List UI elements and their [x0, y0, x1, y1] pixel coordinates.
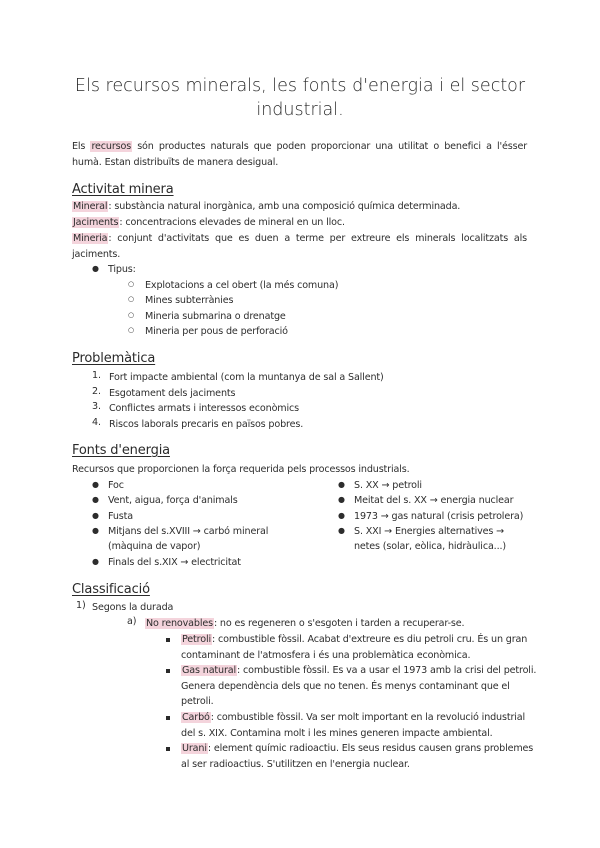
classificacio-item-cont: al ser radioactius. S'utilitzen en l'energia nuclear.: [181, 759, 410, 770]
classificacio-item-urani: Urani: element químic radioactiu. Els seus residus causen grans problemes: [182, 743, 534, 754]
problematica-item: Fort impacte ambiental (com la muntanya de sal a Sallent): [109, 372, 384, 383]
fonts-left-item: Foc: [108, 480, 124, 491]
circle-bullet-icon: ○: [128, 311, 134, 319]
fonts-right-item: S. XXI → Energies alternatives →: [354, 526, 505, 537]
bullet-icon: ●: [338, 480, 345, 489]
bullet-icon: ●: [338, 495, 345, 504]
classificacio-item-cont: del s. XIX. Contamina molt i les mines generen impacte ambiental.: [181, 728, 493, 739]
classificacio-item-gas-natural: Gas natural: combustible fòssil. Es va a usar el 1973 amb la crisi del petroli.: [182, 665, 537, 676]
bullet-icon: ●: [92, 557, 99, 566]
intro-paragraph: Els recursos són productes naturals que poden proporcionar una utilitat o benefici a l'ésser humà. Estan distribuïts de manera desigual.: [72, 141, 527, 168]
heading-fonts-energia: Fonts d'energia: [72, 443, 170, 458]
def-jaciments: Jaciments: concentracions elevades de mineral en un lloc.: [73, 217, 345, 228]
bullet-icon: ●: [338, 511, 345, 520]
bullet-icon: ●: [92, 526, 99, 535]
circle-bullet-icon: ○: [128, 295, 134, 303]
bullet-icon: ●: [92, 495, 99, 504]
def-mineral: Mineral: substància natural inorgànica, amb una composició química determinada.: [73, 201, 461, 212]
classificacio-level2: No renovables: no es regeneren o s'esgoten i tarden a recuperar-se.: [146, 618, 465, 629]
list-letter: a): [127, 616, 137, 627]
list-number: 2.: [92, 386, 101, 397]
fonts-right-item: S. XX → petroli: [354, 480, 422, 491]
bullet-icon: ●: [92, 264, 99, 273]
heading-activitat-minera: Activitat minera: [72, 182, 174, 197]
tipus-item: Explotacions a cel obert (la més comuna): [145, 280, 339, 291]
tipus-item: Mineria per pous de perforació: [145, 326, 288, 337]
classificacio-item-cont: Genera dependència dels que no tenen. És menys contaminant que el: [181, 681, 510, 692]
problematica-item: Riscos laborals precaris en països pobres.: [109, 419, 304, 430]
problematica-item: Conflictes armats i interessos econòmics: [109, 403, 299, 414]
classificacio-item-cont: petroli.: [181, 696, 214, 707]
fonts-right-item: 1973 → gas natural (crisis petrolera): [354, 511, 524, 522]
highlight-recursos: recursos: [91, 141, 132, 152]
list-number: 3.: [92, 401, 101, 412]
classificacio-item-cont: contaminant de l'atmosfera i és una problemàtica econòmica.: [181, 650, 471, 661]
classificacio-item-carbo: Carbó: combustible fòssil. Va ser molt important en la revolució industrial: [182, 712, 526, 723]
fonts-right-item-cont: netes (solar, eòlica, hidràulica...): [354, 541, 506, 552]
fonts-left-item: Vent, aigua, força d'animals: [108, 495, 238, 506]
fonts-left-item: Finals del s.XIX → electricitat: [108, 557, 241, 568]
circle-bullet-icon: ○: [128, 326, 134, 334]
fonts-left-item: Fusta: [108, 511, 133, 522]
problematica-item: Esgotament dels jaciments: [109, 388, 236, 399]
page-title: Els recursos minerals, les fonts d'energia i el sector industrial.: [74, 76, 526, 120]
heading-classificacio: Classificació: [72, 582, 150, 597]
square-bullet-icon: [166, 638, 170, 642]
list-number: 4.: [92, 417, 101, 428]
fonts-left-item: Mitjans del s.XVIII → carbó mineral: [108, 526, 269, 537]
fonts-intro: Recursos que proporcionen la força requerida pels processos industrials.: [72, 464, 410, 475]
classificacio-item-petroli: Petroli: combustible fòssil. Acabat d'extreure es diu petroli cru. És un gran: [182, 634, 528, 645]
list-number: 1): [76, 600, 86, 611]
circle-bullet-icon: ○: [128, 280, 134, 288]
square-bullet-icon: [166, 716, 170, 720]
square-bullet-icon: [166, 747, 170, 751]
fonts-right-item: Meitat del s. XX → energia nuclear: [354, 495, 514, 506]
fonts-left-item-cont: (màquina de vapor): [108, 541, 201, 552]
bullet-icon: ●: [338, 526, 345, 535]
bullet-icon: ●: [92, 480, 99, 489]
list-number: 1.: [92, 370, 101, 381]
classificacio-level1: Segons la durada: [92, 602, 174, 613]
tipus-item: Mines subterrànies: [145, 295, 234, 306]
tipus-item: Mineria submarina o drenatge: [145, 311, 286, 322]
heading-problematica: Problemàtica: [72, 351, 156, 366]
bullet-icon: ●: [92, 511, 99, 520]
tipus-label: Tipus:: [108, 264, 136, 275]
def-mineria: Mineria: conjunt d'activitats que es duen a terme per extreure els minerals localitzats als jaciments.: [72, 233, 527, 260]
square-bullet-icon: [166, 669, 170, 673]
